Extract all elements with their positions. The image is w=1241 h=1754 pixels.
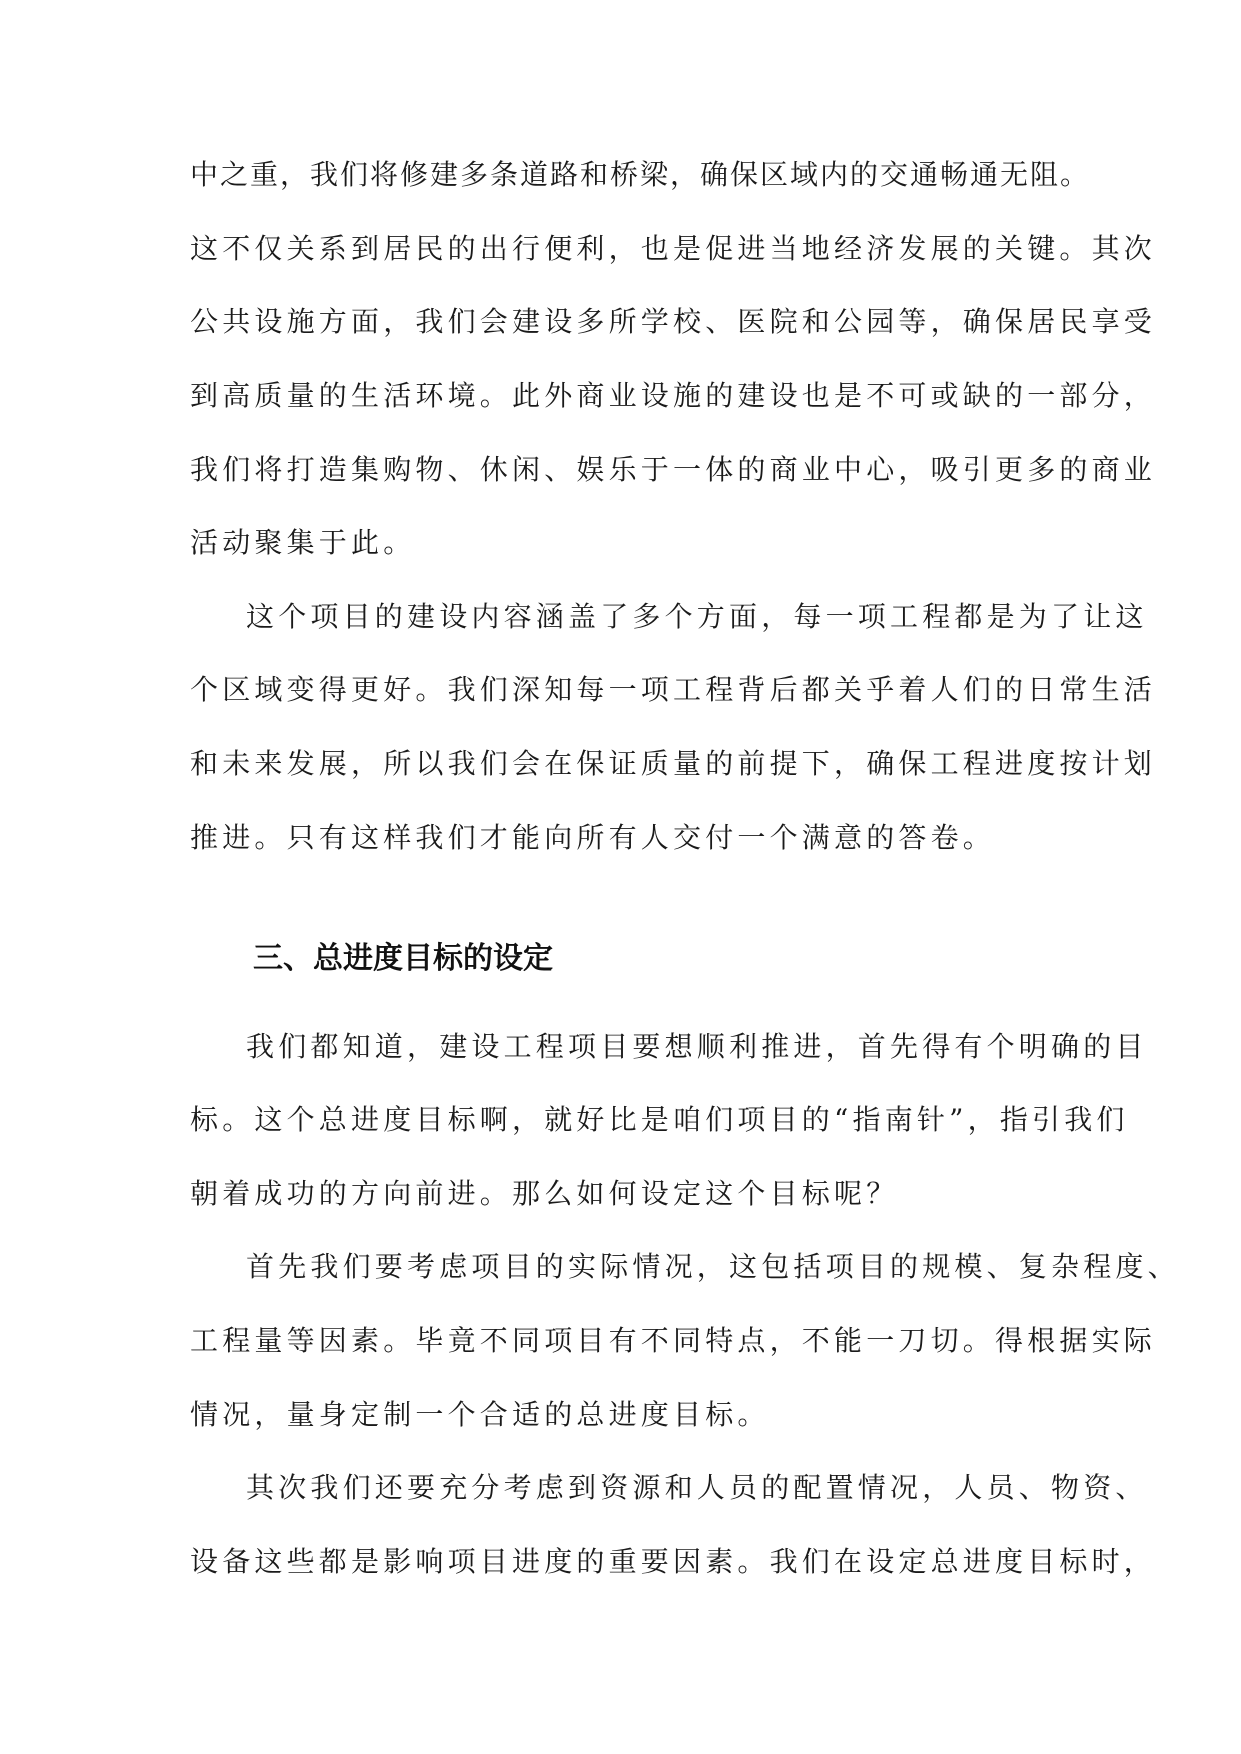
para-5-line-1: 其次我们还要充分考虑到资源和人员的配置情况，人员、物资、	[246, 1471, 1148, 1504]
para-1-line-6: 活动聚集于此。	[190, 526, 416, 559]
para-2-line-4: 推进。只有这样我们才能向所有人交付一个满意的答卷。	[190, 821, 996, 854]
para-1-line-1: 中之重，我们将修建多条道路和桥梁，确保区域内的交通畅通无阻。	[190, 158, 1091, 191]
para-4-line-2: 工程量等因素。毕竟不同项目有不同特点，不能一刀切。得根据实际	[190, 1324, 1157, 1357]
para-3-line-3: 朝着成功的方向前进。那么如何设定这个目标呢？	[190, 1177, 899, 1210]
para-2-line-2: 个区域变得更好。我们深知每一项工程背后都关乎着人们的日常生活	[190, 673, 1157, 706]
para-1-line-5: 我们将打造集购物、休闲、娱乐于一体的商业中心，吸引更多的商业	[190, 453, 1157, 486]
para-2-line-3: 和未来发展，所以我们会在保证质量的前提下，确保工程进度按计划	[190, 747, 1157, 780]
section-heading: 三、总进度目标的设定	[253, 941, 553, 976]
para-5-line-2: 设备这些都是影响项目进度的重要因素。我们在设定总进度目标时，	[190, 1545, 1157, 1578]
para-1-line-4: 到高质量的生活环境。此外商业设施的建设也是不可或缺的一部分，	[190, 379, 1157, 412]
para-1-line-3: 公共设施方面，我们会建设多所学校、医院和公园等，确保居民享受	[190, 305, 1157, 338]
para-3-line-2: 标。这个总进度目标啊，就好比是咱们项目的“指南针”，指引我们	[190, 1103, 1129, 1136]
para-1-line-2: 这不仅关系到居民的出行便利，也是促进当地经济发展的关键。其次	[190, 232, 1157, 265]
para-4-line-3: 情况，量身定制一个合适的总进度目标。	[190, 1398, 770, 1431]
para-4-line-1: 首先我们要考虑项目的实际情况，这包括项目的规模、复杂程度、	[246, 1250, 1180, 1283]
para-2-line-1: 这个项目的建设内容涵盖了多个方面，每一项工程都是为了让这	[246, 600, 1148, 633]
para-3-line-1: 我们都知道，建设工程项目要想顺利推进，首先得有个明确的目	[246, 1030, 1148, 1063]
